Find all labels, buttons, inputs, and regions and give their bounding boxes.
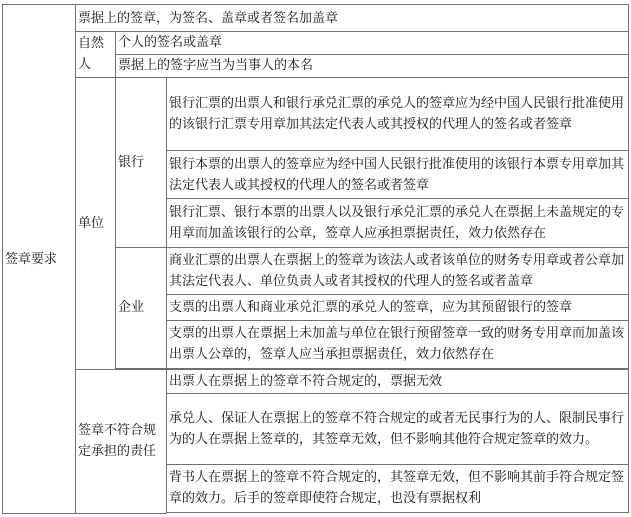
noncompliance-rule-2: 承兑人、保证人在票据上的签章不符合规定的或者无民事行为的人、限制民事行为的人在票据上签章的，其签章无效，但不影响其他符合规定签章的效力。 — [167, 394, 629, 465]
signature-requirements-table — [2, 4, 629, 514]
spacer-cell-2 — [167, 512, 629, 513]
enterprise-rule-2: 支票的出票人和商业承兑汇票的承兑人的签章，应为其预留银行的签章 — [167, 294, 629, 320]
entity-label-cell — [76, 77, 116, 369]
natural-person-label: 自然人 — [78, 36, 105, 73]
enterprise-rule-3: 支票的出票人在票据上未加盖与单位在银行预留签章一致的财务专用章而加盖该出票人公章的，签章人应当承担票据责任，效力依然存在 — [167, 320, 629, 368]
noncompliance-rule-1: 出票人在票据上的签章不符合规定的，票据无效 — [167, 369, 629, 394]
enterprise-label: 企业 — [118, 300, 145, 316]
bank-label: 银行 — [118, 154, 145, 170]
natural-person-rule-1: 个人的签名或盖章 — [116, 32, 629, 55]
header-label-cell — [3, 5, 76, 514]
bank-rule-2: 银行本票的出票人的签章应为经中国人民银行批准使用的该银行本票专用章加其法定代表人或其授权的代理人的签名或者签章 — [167, 151, 629, 199]
noncompliance-label: 签章不符合规定承担的责任 — [78, 423, 157, 460]
noncompliance-label-cell — [76, 369, 167, 513]
general-rule-cell — [76, 5, 629, 32]
enterprise-rule-1: 商业汇票的出票人在票据上的签章为该法人或者该单位的财务专用章或者公章加其法定代表人、单位负责人或者其授权的代理人的签名或者盖章 — [167, 248, 629, 295]
bank-rule-1: 银行汇票的出票人和银行承兑汇票的承兑人的签章应为经中国人民银行批准使用的该银行汇票专用章加其法定代表人或其授权的代理人的签名或者签章 — [167, 77, 629, 151]
natural-person-label-cell — [76, 32, 116, 78]
enterprise-label-cell — [116, 248, 167, 368]
noncompliance-rule-3: 背书人在票据上的签章不符合规定的，其签章无效，但不影响其前手符合规定签章的效力。后手的签章即使符合规定，也没有票据权利 — [167, 465, 629, 513]
general-rule: 票据上的签章，为签名、盖章或者签名加盖章 — [78, 10, 339, 26]
bank-rule-3: 银行汇票、银行本票的出票人以及银行承兑汇票的承兑人在票据上未盖规定的专用章而加盖该银行的公章，签章人应承担票据责任，效力依然存在 — [167, 199, 629, 248]
entity-label: 单位 — [78, 215, 105, 231]
bank-label-cell — [116, 77, 167, 247]
natural-person-rule-2: 票据上的签字应当为当事人的本名 — [116, 54, 629, 77]
header-label: 签章要求 — [5, 251, 58, 267]
